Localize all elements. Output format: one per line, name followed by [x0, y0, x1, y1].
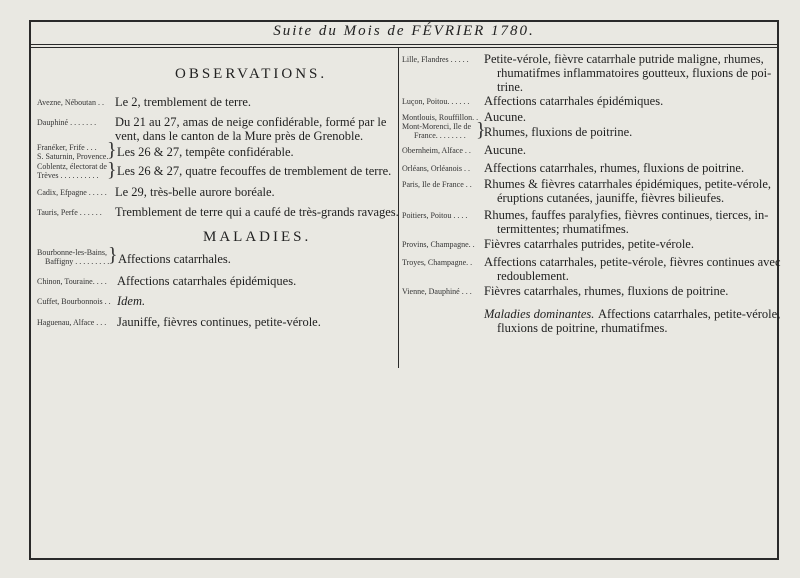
maladies-text: trine. [497, 80, 524, 94]
maladies-place: Chinon, Touraine. . . . [37, 277, 107, 286]
maladies-text: Petite-vérole, fièvre catarrhale putride maligne, rhumes, [484, 52, 764, 66]
maladies-text: Aucune. [484, 110, 526, 124]
header-rule [29, 44, 779, 45]
maladies-place: Bourbonne-les-Bains, [37, 248, 107, 257]
maladies-text: Affections catarrhales, petite-vérole, fièvres continues avec [484, 255, 781, 269]
observation-text: Les 26 & 27, quatre fecouffes de tremblement de terre. [117, 164, 392, 178]
maladies-place: Paris, Ile de France . . [402, 180, 472, 189]
maladies-text: Fièvres catarrhales putrides, petite-vérole. [484, 237, 694, 251]
observation-place: Coblentz, électorat de [37, 162, 107, 171]
observations-title: OBSERVATIONS. [175, 66, 328, 82]
maladies-place: Baffigny . . . . . . . . . [45, 257, 110, 266]
brace: } [107, 139, 117, 161]
maladies-place: France. . . . . . . . [414, 131, 466, 140]
observation-text: Le 2, tremblement de terre. [115, 95, 252, 109]
observation-place: Tauris, Perfe . . . . . . [37, 208, 102, 217]
maladies-text: termittentes; rhumatifmes. [497, 222, 629, 236]
observation-text: Le 29, très-belle aurore boréale. [115, 185, 275, 199]
maladies-place: Mont-Morenci, Ile de [402, 122, 472, 131]
brace: } [108, 244, 118, 266]
maladies-text: Rhumes, fluxions de poitrine. [484, 125, 633, 139]
observation-place: Franéker, Frife . . . [37, 143, 97, 152]
observation-text: Les 26 & 27, tempête confidérable. [117, 145, 294, 159]
header-rule [29, 47, 779, 48]
observation-text: Du 21 au 27, amas de neige confidérable, formé par le vent, dans le canton de la Mure près de Grenoble. [115, 115, 387, 143]
maladies-place: Troyes, Champagne. . [402, 258, 473, 267]
maladies-text: Affections catarrhales, rhumes, fluxions de poitrine. [484, 161, 745, 175]
maladies-place: Cuffet, Bourbonnois . . [37, 297, 111, 306]
maladies-place: Orléans, Orléanois . . [402, 164, 470, 173]
maladies-text: Rhumes, fauffes paralyfies, fièvres continues, tierces, in- [484, 208, 769, 222]
brace: } [476, 119, 486, 141]
maladies-place: Luçon, Poitou. . . . . . [402, 97, 470, 106]
maladies-text: Jauniffe, fièvres continues, petite-vérole. [117, 315, 321, 329]
brace: } [107, 159, 117, 181]
maladies-place: Obernheim, Alface . . [402, 146, 471, 155]
observation-place: Cadix, Efpagne . . . . . [37, 188, 107, 197]
observation-place: S. Saturnin, Provence. [37, 152, 109, 161]
observation-place: Avezne, Néboutan . . [37, 98, 104, 107]
maladies-text: Rhumes & fièvres catarrhales épidémiques, petite-vérole, [484, 177, 772, 191]
maladies-text: rhumatifmes inflammatoires goutteux, fluxions de poi- [497, 66, 772, 80]
observation-place: Trèves . . . . . . . . . . [37, 171, 99, 180]
maladies-text: Affections catarrhales épidémiques. [117, 274, 297, 288]
running-title: Suite du Mois de FÉVRIER 1780. [273, 23, 535, 39]
maladies-place: Montlouis, Rouffillon. . [402, 113, 479, 122]
maladies-text: Aucune. [484, 143, 526, 157]
maladies-text: éruptions cutanées, jauniffe, fièvres bilieufes. [497, 191, 725, 205]
dominant-label: Maladies dominantes. [484, 307, 595, 321]
maladies-text: Idem. [117, 294, 146, 308]
maladies-place: Provins, Champagne. . [402, 240, 475, 249]
maladies-place: Vienne, Dauphiné . . . [402, 287, 472, 296]
dominant-text: Affections catarrhales, petite-vérole, [598, 307, 781, 321]
maladies-text: Fièvres catarrhales, rhumes, fluxions de poitrine. [484, 284, 729, 298]
maladies-title: MALADIES. [203, 229, 312, 245]
maladies-text: Affections catarrhales épidémiques. [484, 94, 664, 108]
maladies-text: redoublement. [497, 269, 569, 283]
dominant-text: fluxions de poitrine, rhumatifmes. [497, 321, 668, 335]
observation-place: Dauphiné . . . . . . . [37, 118, 97, 127]
maladies-place: Poitiers, Poitou . . . . [402, 211, 468, 220]
observation-text: Tremblement de terre qui a caufé de très-grands ravages. [115, 205, 399, 219]
maladies-place: Haguenau, Alface . . . [37, 318, 107, 327]
maladies-text: Affections catarrhales. [118, 252, 231, 266]
maladies-place: Lille, Flandres . . . . . [402, 55, 469, 64]
